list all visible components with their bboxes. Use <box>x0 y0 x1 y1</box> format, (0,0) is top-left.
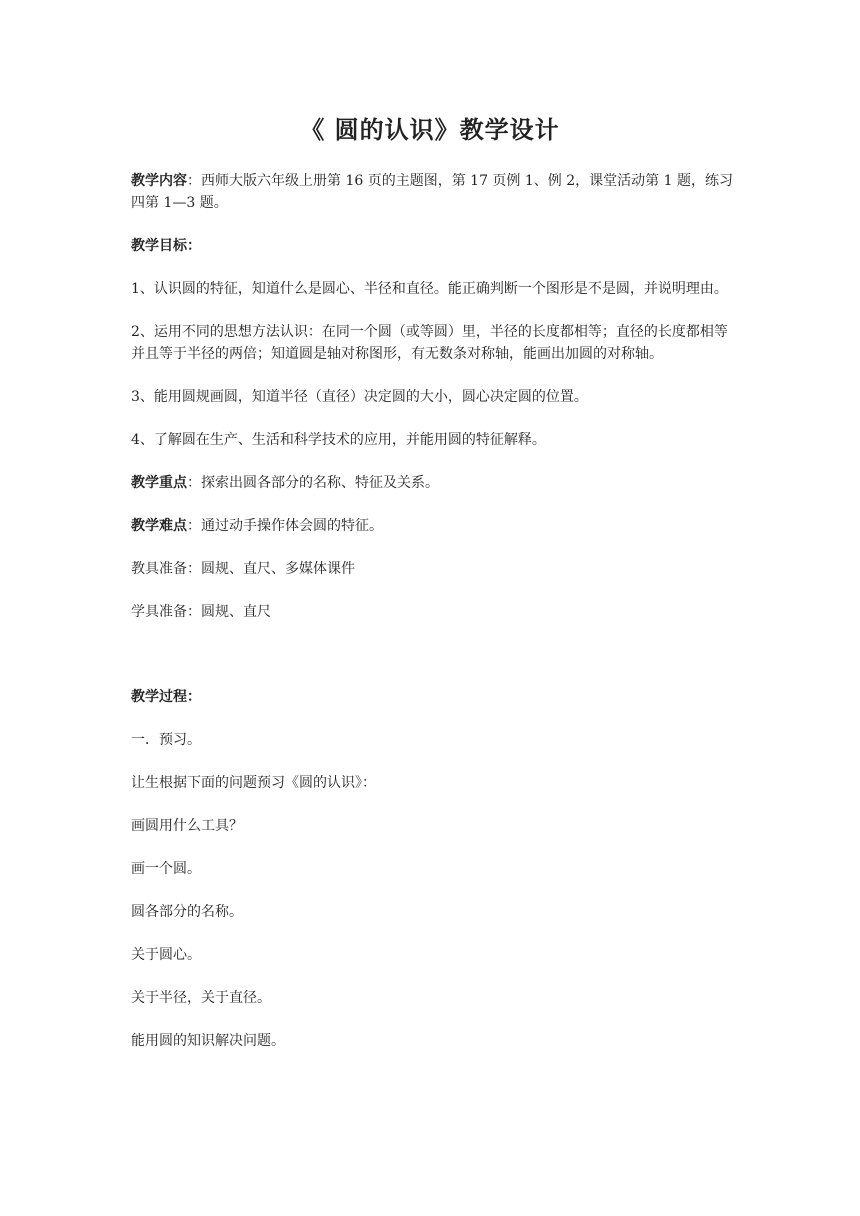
process-line: 关于半径，关于直径。 <box>131 990 271 1006</box>
key-point-paragraph <box>131 472 733 494</box>
process-line: 圆各部分的名称。 <box>131 904 243 920</box>
difficult-point-label: 教学难点 <box>131 518 187 534</box>
goal-item: 1、认识圆的特征，知道什么是圆心、半径和直径。能正确判断一个图形是不是圆，并说明理由。 <box>131 281 728 297</box>
process-line: 画一个圆。 <box>131 861 201 877</box>
spacer <box>131 644 733 686</box>
page-title: 《 圆的认识》教学设计 <box>300 116 560 144</box>
teaching-goals-heading: 教学目标： <box>131 238 201 254</box>
goal-item: 2、运用不同的思想方法认识：在同一个圆（或等圆）里，半径的长度都相等；直径的长度都相等并且等于半径的两倍；知道圆是轴对称图形，有无数条对称轴，能画出加圆的对称轴。 <box>131 324 728 362</box>
process-line: 关于圆心。 <box>131 947 201 963</box>
teaching-content-label: 教学内容 <box>131 173 187 189</box>
key-point-label: 教学重点 <box>131 475 187 491</box>
process-line: 画圆用什么工具？ <box>131 818 243 834</box>
key-point-text: ：探索出圆各部分的名称、特征及关系。 <box>187 475 439 491</box>
teaching-process-heading: 教学过程： <box>131 689 201 705</box>
student-tools: 学具准备：圆规、直尺 <box>131 604 271 620</box>
process-line: 能用圆的知识解决问题。 <box>131 1033 285 1049</box>
goal-item: 3、能用圆规画圆，知道半径（直径）决定圆的大小，圆心决定圆的位置。 <box>131 389 588 405</box>
process-line: 一．预习。 <box>131 732 201 748</box>
teaching-content-text: ：西师大版六年级上册第 16 页的主题图，第 17 页例 1、例 2，课堂活动第 1 题，练习四第 1—3 题。 <box>131 173 733 211</box>
document-body <box>131 170 733 1073</box>
difficult-point-paragraph <box>131 515 733 537</box>
teaching-content-paragraph <box>131 170 733 214</box>
goal-item: 4、了解圆在生产、生活和科学技术的应用，并能用圆的特征解释。 <box>131 432 546 448</box>
teacher-tools: 教具准备：圆规、直尺、多媒体课件 <box>131 561 355 577</box>
difficult-point-text: ：通过动手操作体会圆的特征。 <box>187 518 383 534</box>
process-line: 让生根据下面的问题预习《圆的认识》： <box>131 775 376 791</box>
